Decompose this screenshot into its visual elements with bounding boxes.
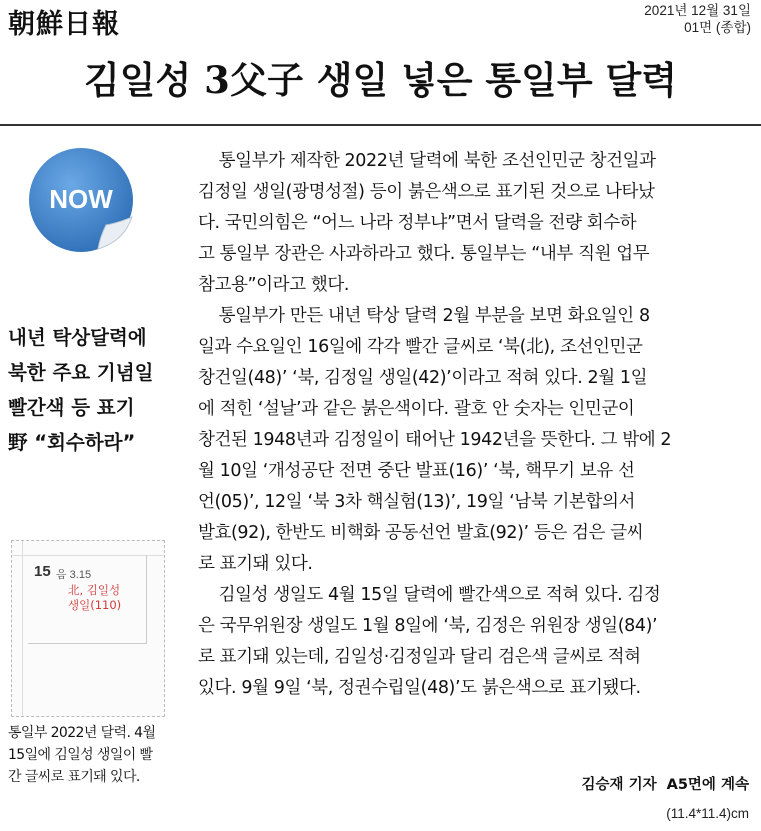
body-line: 통일부가 제작한 2022년 달력에 북한 조선인민군 창건일과 bbox=[198, 151, 656, 171]
headline-rule bbox=[0, 124, 761, 126]
body-line: 은 국무위원장 생일도 1월 8일에 ‘북, 김정은 위원장 생일(84)’ bbox=[198, 616, 658, 636]
byline bbox=[582, 773, 749, 794]
masthead-logo: 朝鮮日報 bbox=[8, 9, 120, 40]
body-line: 있다. 9월 9일 ‘북, 정권수립일(48)’도 붉은색으로 표기됐다. bbox=[198, 678, 641, 698]
caption-line: 15일에 김일성 생일이 빨 bbox=[8, 747, 153, 763]
body-line: 로 표기돼 있다. bbox=[198, 554, 313, 574]
sticker-label: NOW bbox=[49, 184, 113, 214]
body-line: 참고용”이라고 했다. bbox=[198, 275, 350, 295]
body-line: 로 표기돼 있는데, 김일성·김정일과 달리 검은색 글씨로 적혀 bbox=[198, 647, 641, 667]
caption-line: 통일부 2022년 달력. 4월 bbox=[8, 725, 156, 741]
body-line: 창건된 1948년과 김정일이 태어난 1942년을 뜻한다. 그 밖에 2 bbox=[198, 430, 672, 450]
caption-line: 간 글씨로 표기돼 있다. bbox=[8, 769, 140, 785]
body-line: 창건일(48)’ ‘북, 김정일 생일(42)’이라고 적혀 있다. 2월 1일 bbox=[198, 368, 648, 388]
body-line: 언(05)’, 12일 ‘북 3차 핵실험(13)’, 19일 ‘남북 기본합의서 bbox=[198, 492, 636, 512]
calendar-red-line: 北, 김일성 bbox=[68, 583, 121, 597]
body-line: 통일부가 만든 내년 탁상 달력 2월 부분을 보면 화요일인 8 bbox=[198, 306, 650, 326]
calendar-grid-line bbox=[22, 541, 23, 716]
body-line: 에 적힌 ‘설날’과 같은 붉은색이다. 괄호 안 숫자는 인민군이 bbox=[198, 399, 635, 419]
body-line: 고 통일부 장관은 사과하라고 했다. 통일부는 “내부 직원 업무 bbox=[198, 244, 650, 264]
calendar-day-number: 15 bbox=[34, 563, 51, 580]
body-line: 일과 수요일인 16일에 각각 빨간 글씨로 ‘북(北), 조선인민군 bbox=[198, 337, 643, 357]
subhead-line: 내년 탁상달력에 bbox=[8, 326, 147, 349]
now-sticker bbox=[26, 145, 138, 257]
subhead-line: 북한 주요 기념일 bbox=[8, 361, 154, 384]
continued-note: A5면에 계속 bbox=[666, 777, 749, 793]
calendar-red-line: 생일(110) bbox=[68, 598, 122, 612]
subhead-line: 빨간색 등 표기 bbox=[8, 396, 135, 419]
body-line: 김일성 생일도 4월 15일 달력에 빨간색으로 적혀 있다. 김정 bbox=[198, 585, 661, 605]
author-name: 김승재 기자 bbox=[581, 777, 657, 793]
photo-caption bbox=[8, 722, 188, 788]
body-line: 다. 국민의힘은 “어느 나라 정부냐”면서 달력을 전량 회수하 bbox=[198, 213, 637, 233]
clipping-size: (11.4*11.4)cm bbox=[666, 806, 749, 821]
article-body bbox=[198, 146, 754, 704]
headline: 김일성 3父子 생일 넣은 통일부 달력 bbox=[83, 58, 678, 102]
calendar-photo bbox=[11, 540, 165, 717]
body-line: 김정일 생일(광명성절) 등이 붉은색으로 표기된 것으로 나타났 bbox=[198, 182, 655, 202]
calendar-red-note bbox=[68, 583, 121, 613]
issue-meta bbox=[644, 2, 751, 36]
page-number: 01면 (종합) bbox=[684, 20, 751, 35]
calendar-lunar-date: 음 3.15 bbox=[56, 569, 92, 581]
subhead-line: 野 “회수하라” bbox=[8, 431, 136, 454]
subheadline bbox=[8, 320, 188, 460]
body-line: 월 10일 ‘개성공단 전면 중단 발표(16)’ ‘북, 핵무기 보유 선 bbox=[198, 461, 635, 481]
body-line: 발효(92), 한반도 비핵화 공동선언 발효(92)’ 등은 검은 글씨 bbox=[198, 523, 644, 543]
issue-date: 2021년 12월 31일 bbox=[644, 3, 751, 18]
